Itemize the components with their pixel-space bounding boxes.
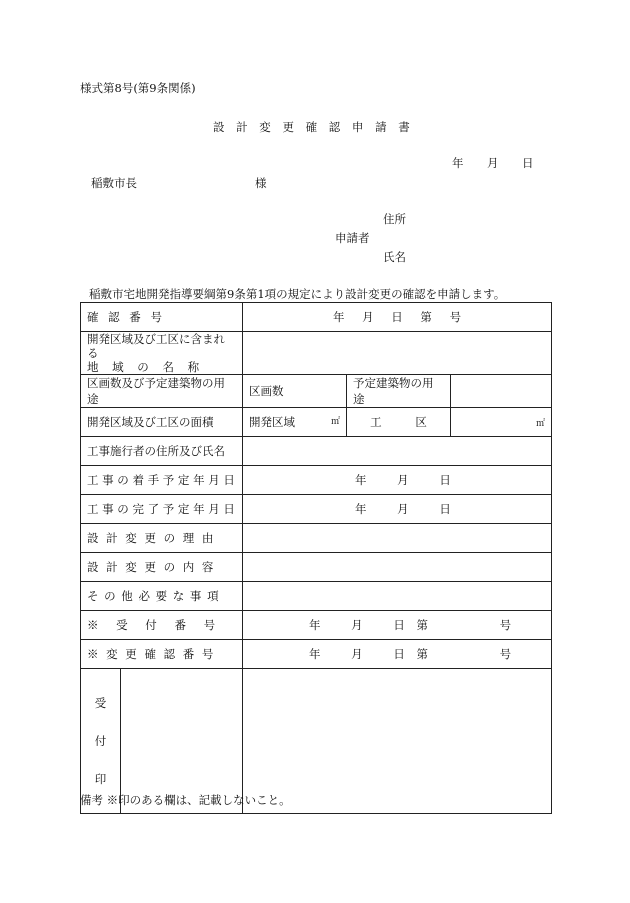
content-row [81,553,552,582]
receipt-no: 第 [416,618,428,632]
confirm-number-label: 確 認 番 号 [81,303,243,332]
receipt-go: 号 [499,618,512,632]
applicant-label: 申請者 [335,231,370,245]
contractor-row [81,437,552,466]
area-name-field[interactable] [243,332,552,375]
finish-year: 年 [355,502,367,516]
address-label: 住所 [383,212,406,226]
start-month: 月 [397,473,409,487]
finish-date-row [81,495,552,524]
receipt-number-label: ※ 受 付 番 号 [81,611,243,640]
stamp-char-3: 印 [94,772,107,786]
stamp-char-2: 付 [94,734,107,748]
other-row [81,582,552,611]
finish-date-label: 工 事 の 完 了 予 定 年 月 日 [81,495,243,524]
dev-area-field[interactable] [243,408,347,437]
finish-month: 月 [397,502,409,516]
reason-field[interactable] [243,524,552,553]
form-number: 様式第8号(第9条関係) [80,81,196,95]
change-number-label: ※ 変 更 確 認 番 号 [81,640,243,669]
area-name-label-line2: 地 域 の 名 称 [87,360,205,374]
lots-row [81,375,552,408]
receipt-month: 月 [351,618,363,632]
start-date-label: 工 事 の 着 手 予 定 年 月 日 [81,466,243,495]
dev-area-label: 開発区域 [249,415,295,429]
section-label: 工 区 [347,408,451,437]
receipt-year: 年 [309,618,321,632]
stamp-char-1: 受 [94,696,107,710]
form-title: 設 計 変 更 確 認 申 請 書 [213,120,414,134]
recipient-name: 稲敷市長 [91,176,137,190]
lots-usage-field[interactable] [451,375,552,408]
lots-usage-label: 予定建築物の用途 [347,375,451,408]
change-month: 月 [351,647,363,661]
start-date-field[interactable] [243,466,552,495]
remarks: 備考 ※印のある欄は、記載しないこと。 [80,793,291,807]
finish-day: 日 [439,502,451,516]
receipt-number-row [81,611,552,640]
change-number-row [81,640,552,669]
area-size-row [81,408,552,437]
area-name-label [81,332,243,375]
change-number-field [243,640,552,669]
reason-row [81,524,552,553]
content-label: 設 計 変 更 の 内 容 [81,553,243,582]
confirm-number-value[interactable]: 年 月 日 第 号 [243,303,552,332]
start-year: 年 [355,473,367,487]
area-size-label: 開発区域及び工区の面積 [81,408,243,437]
section-area-unit: ㎡ [536,419,546,429]
recipient-honorific: 様 [255,176,267,190]
change-year: 年 [309,647,321,661]
date-year-label: 年 [452,156,464,170]
section-area-field[interactable] [451,408,552,437]
change-go: 号 [499,647,512,661]
area-name-label-line1: 開発区域及び工区に含まれる [87,332,225,360]
other-label: そ の 他 必 要 な 事 項 [81,582,243,611]
receipt-day: 日 [393,618,405,632]
contractor-field[interactable] [243,437,552,466]
change-no: 第 [416,647,428,661]
contractor-label: 工事施行者の住所及び氏名 [81,437,243,466]
receipt-number-field [243,611,552,640]
change-day: 日 [393,647,405,661]
area-name-row [81,332,552,375]
name-label: 氏名 [383,250,406,264]
date-month-label: 月 [487,156,499,170]
dev-area-unit: ㎡ [330,417,340,427]
lots-label: 区画数及び予定建築物の用途 [81,375,243,408]
confirm-number-row [81,303,552,332]
start-day: 日 [439,473,451,487]
application-table [80,302,552,814]
date-day-label: 日 [522,156,534,170]
lots-count-label[interactable]: 区画数 [243,375,347,408]
content-field[interactable] [243,553,552,582]
statement: 稲敷市宅地開発指導要綱第9条第1項の規定により設計変更の確認を申請します。 [89,287,506,301]
reason-label: 設 計 変 更 の 理 由 [81,524,243,553]
start-date-row [81,466,552,495]
other-field[interactable] [243,582,552,611]
finish-date-field[interactable] [243,495,552,524]
